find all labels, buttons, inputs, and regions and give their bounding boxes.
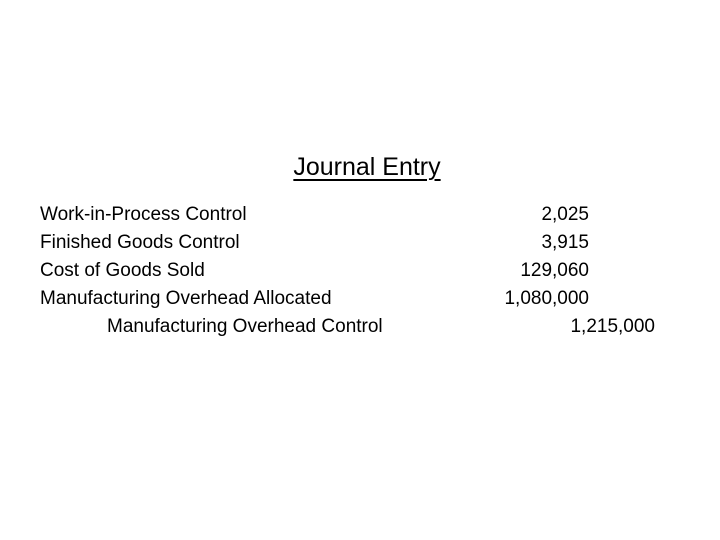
debit-account-label: Finished Goods Control [40, 232, 240, 253]
debit-account-label: Work-in-Process Control [40, 204, 247, 225]
journal-entry-title: Journal Entry [293, 153, 441, 181]
debit-account-label: Manufacturing Overhead Allocated [40, 288, 332, 309]
debit-row [0, 229, 720, 257]
credit-row [0, 313, 720, 341]
debit-amount: 129,060 [520, 260, 589, 281]
debit-amount: 2,025 [541, 204, 589, 225]
credit-amount: 1,215,000 [570, 316, 655, 337]
journal-entries-table [0, 201, 720, 341]
credit-account-label: Manufacturing Overhead Control [107, 316, 383, 337]
debit-row [0, 201, 720, 229]
debit-amount: 3,915 [541, 232, 589, 253]
debit-amount: 1,080,000 [504, 288, 589, 309]
debit-row [0, 257, 720, 285]
debit-account-label: Cost of Goods Sold [40, 260, 205, 281]
debit-row [0, 285, 720, 313]
